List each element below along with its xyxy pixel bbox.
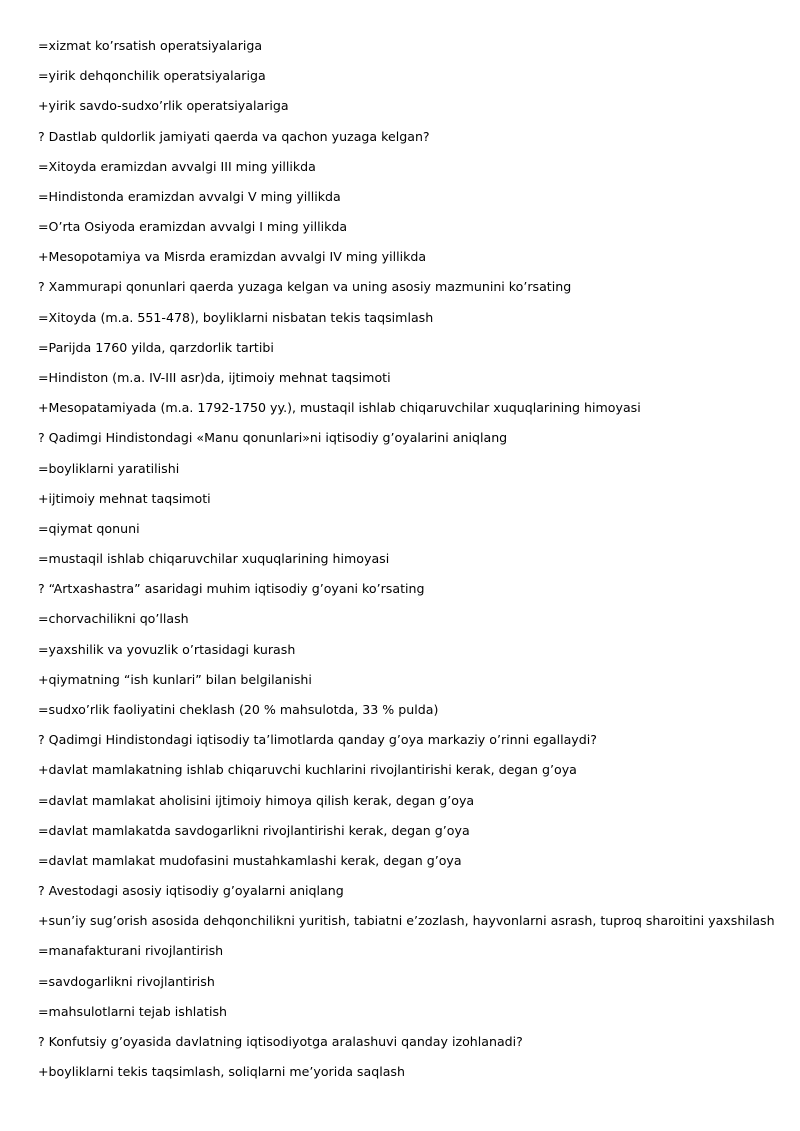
document-line: +boyliklarni tekis taqsimlash, soliqlarni me’yorida saqlash (38, 1064, 405, 1080)
document-line: =boyliklarni yaratilishi (38, 460, 180, 476)
document-line: =savdogarlikni rivojlantirish (38, 973, 215, 989)
document-line: ? Konfutsiy g’oyasida davlatning iqtisodiyotga aralashuvi qanday izohlanadi? (38, 1033, 523, 1049)
document-line: +davlat mamlakatning ishlab chiqaruvchi kuchlarini rivojlantirishi kerak, degan g’oya (38, 762, 577, 778)
document-line: =mahsulotlarni tejab ishlatish (38, 1003, 227, 1019)
document-line: =xizmat ko’rsatish operatsiyalariga (38, 38, 263, 53)
document-line: =yirik dehqonchilik operatsiyalariga (38, 68, 266, 84)
document-line: =sudxo’rlik faoliyatini cheklash (20 % mahsulotda, 33 % pulda) (38, 702, 439, 717)
document-line: +qiymatning “ish kunlari” bilan belgilanishi (38, 671, 312, 687)
document-line: =qiymat qonuni (38, 520, 140, 536)
document-line: =Parijda 1760 yilda, qarzdorlik tartibi (38, 339, 274, 355)
document-line: =mustaqil ishlab chiqaruvchilar xuquqlarining himoyasi (38, 551, 390, 567)
document-line: ? Qadimgi Hindistondagi «Manu qonunlari»ni iqtisodiy g’oyalarini aniqlang (38, 430, 508, 446)
document-line: =davlat mamlakatda savdogarlikni rivojlantirishi kerak, degan g’oya (38, 822, 470, 838)
document-line: =Xitoyda (m.a. 551-478), boyliklarni nisbatan tekis taqsimlash (38, 309, 434, 325)
document-line: =O’rta Osiyoda eramizdan avvalgi I ming yillikda (38, 219, 348, 235)
document-line: +Mesopatamiyada (m.a. 1792-1750 yy.), mustaqil ishlab chiqaruvchilar xuquqlarining himoyasi (38, 400, 641, 416)
document-line: ? Avestodagi asosiy iqtisodiy g’oyalarni aniqlang (38, 883, 344, 898)
document-line: +sun’iy sug’orish asosida dehqonchilikni yuritish, tabiatni e’zozlash, hayvonlarni asrash, tuproq sharoitini yaxshilash (38, 913, 775, 929)
document-line: +ijtimoiy mehnat taqsimoti (38, 490, 211, 506)
document-line: +Mesopotamiya va Misrda eramizdan avvalgi IV ming yillikda (38, 249, 427, 265)
document-line: =Hindistonda eramizdan avvalgi V ming yillikda (38, 188, 341, 204)
document-line: +yirik savdo-sudxo’rlik operatsiyalariga (38, 98, 289, 114)
document-line: =manafakturani rivojlantirish (38, 943, 224, 959)
document-line: ? Xammurapi qonunlari qaerda yuzaga kelgan va uning asosiy mazmunini ko’rsating (38, 279, 572, 295)
document-line: =Hindiston (m.a. IV-III asr)da, ijtimoiy mehnat taqsimoti (38, 370, 391, 385)
document-line: =Xitoyda eramizdan avvalgi III ming yillikda (38, 158, 316, 174)
document-line: ? “Artxashastra” asaridagi muhim iqtisodiy g’oyani ko’rsating (38, 581, 425, 597)
document-line: =davlat mamlakat aholisini ijtimoiy himoya qilish kerak, degan g’oya (38, 792, 475, 808)
document-line: ? Qadimgi Hindistondagi iqtisodiy ta’limotlarda qanday g’oya markaziy o’rinni egallaydi? (38, 732, 597, 748)
document-line: =chorvachilikni qo’llash (38, 611, 189, 627)
document-line: ? Dastlab quldorlik jamiyati qaerda va qachon yuzaga kelgan? (38, 128, 430, 144)
document-line: =davlat mamlakat mudofasini mustahkamlashi kerak, degan g’oya (38, 852, 462, 868)
document-line: =yaxshilik va yovuzlik o’rtasidagi kurash (38, 641, 296, 657)
